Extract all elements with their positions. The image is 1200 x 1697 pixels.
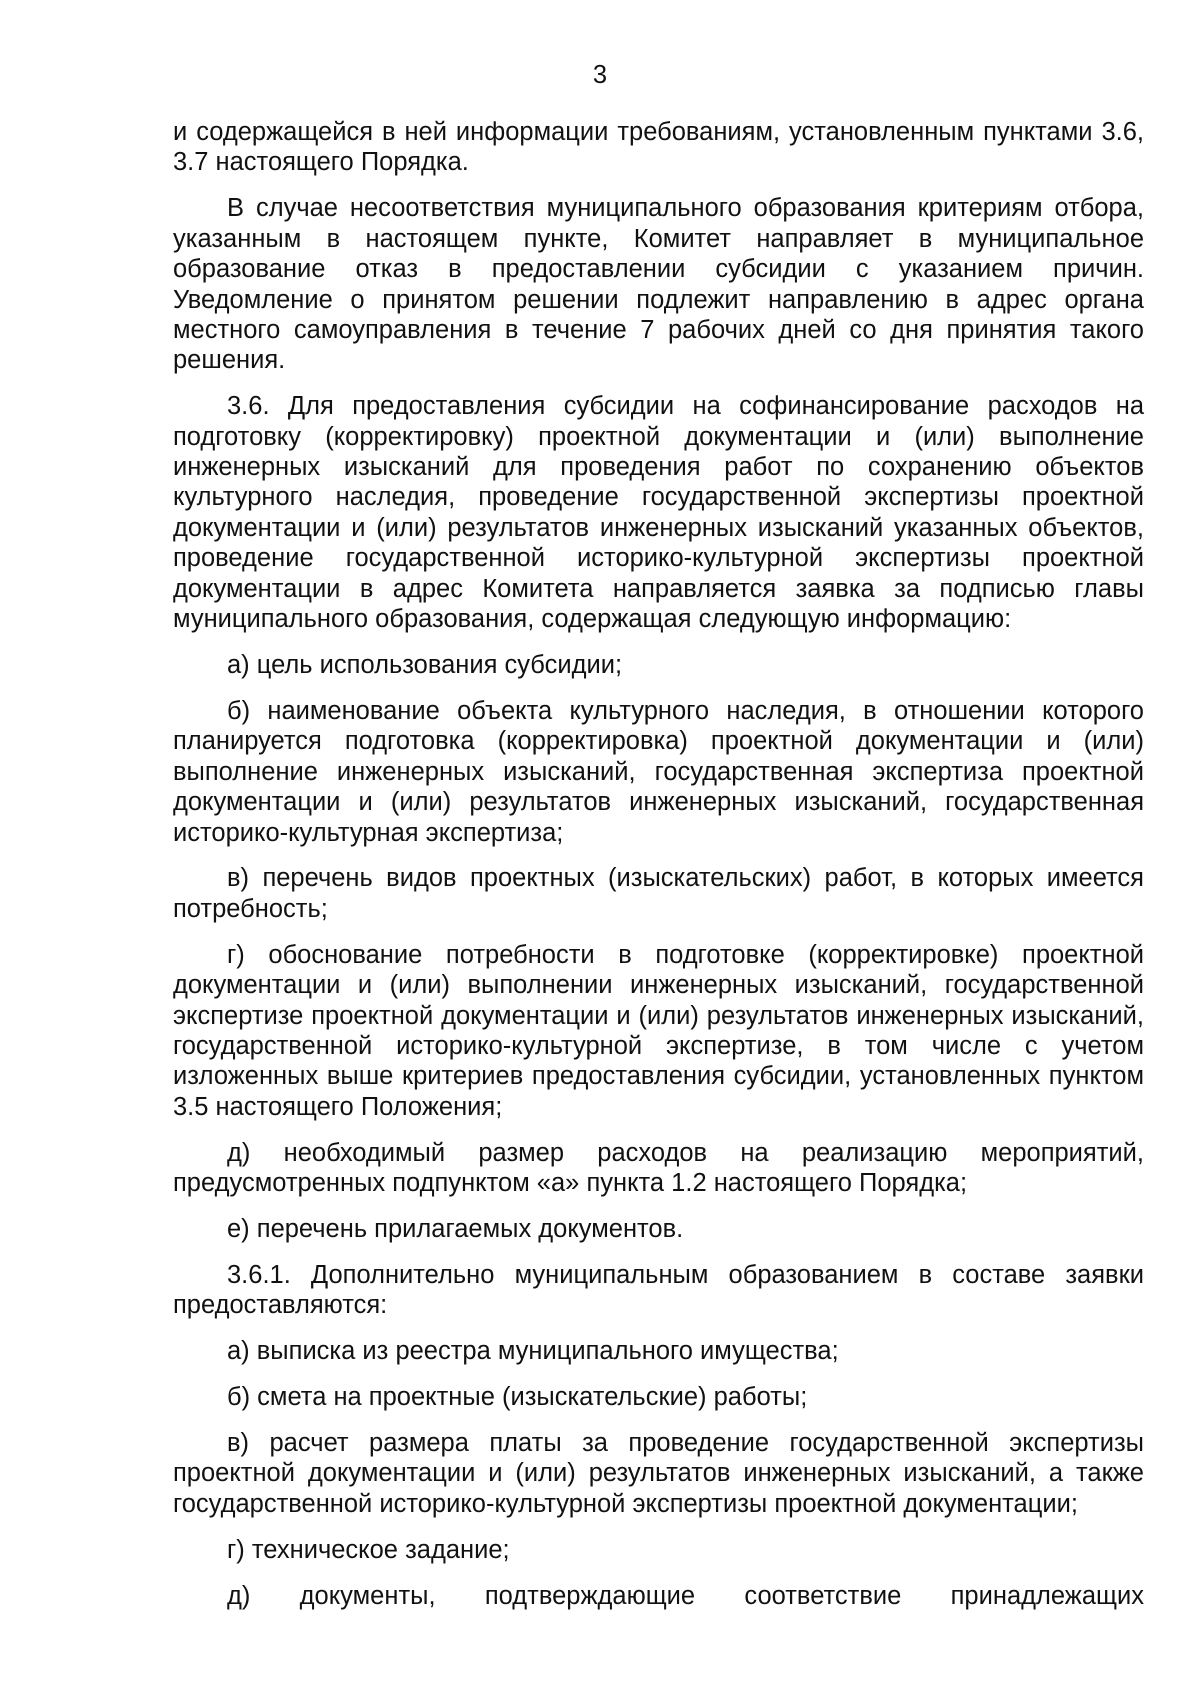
- list-item-v: в) перечень видов проектных (изыскательских) работ, в которых имеется потребность;: [173, 864, 1144, 923]
- list-item-g-2: г) техническое задание;: [227, 1535, 510, 1564]
- paragraph-rejection-notice: В случае несоответствия муниципального образования критериям отбора, указанным в настоящем пункте, Комитет направляет в муниципальное образование отказ в предоставлении субсидии с указанием причин. Уведомление о принятом решении подлежит направлению в адрес органа местного самоуправления в течение 7 рабочих дней со дня принятия такого решения.: [173, 194, 1144, 375]
- list-item-b: б) наименование объекта культурного наследия, в отношении которого планируется подготовка (корректировка) проектной документации и (или) выполнение инженерных изысканий, государственная экспертиза проектной документации и (или) результатов инженерных изысканий, государственная историко-культурная экспертиза;: [173, 696, 1144, 847]
- list-item-d-2: д) документы, подтверждающие соответствие принадлежащих: [227, 1581, 1144, 1610]
- list-item-a: а) цель использования субсидии;: [227, 651, 623, 679]
- paragraph-continuation: и содержащейся в ней информации требованиям, установленным пунктами 3.6, 3.7 настоящего Порядка.: [173, 118, 1144, 177]
- document-body: [173, 117, 1144, 1627]
- page-number: 3: [592, 61, 608, 89]
- paragraph-3-6: 3.6. Для предоставления субсидии на софинансирование расходов на подготовку (корректировку) проектной документации и (или) выполнение инженерных изысканий для проведения работ по сохранению объектов культурного наследия, проведение государственной экспертизы проектной документации и (или) результатов инженерных изысканий указанных объектов, проведение государственной историко-культурной экспертизы проектной документации в адрес Комитета направляется заявка за подписью главы муниципального образования, содержащая следующую информацию:: [173, 392, 1144, 634]
- list-item-g: г) обоснование потребности в подготовке (корректировке) проектной документации и (или) выполнении инженерных изысканий, государственной экспертизе проектной документации и (или) результатов инженерных изысканий, государственной историко-культурной экспертизе, в том числе с учетом изложенных выше критериев предоставления субсидии, установленных пунктом 3.5 настоящего Положения;: [173, 940, 1144, 1121]
- list-item-e: е) перечень прилагаемых документов.: [227, 1215, 684, 1243]
- list-item-a-2: а) выписка из реестра муниципального имущества;: [227, 1337, 839, 1366]
- list-item-d: д) необходимый размер расходов на реализацию мероприятий, предусмотренных подпунктом «а» пункта 1.2 настоящего Порядка;: [173, 1138, 1144, 1198]
- paragraph-3-6-1: 3.6.1. Дополнительно муниципальным образованием в составе заявки предоставляются:: [173, 1260, 1144, 1320]
- list-item-b-2: б) смета на проектные (изыскательские) работы;: [227, 1383, 808, 1412]
- list-item-v-2: в) расчет размера платы за проведение государственной экспертизы проектной документации и (или) результатов инженерных изысканий, а также государственной историко-культурной экспертизы проектной документации;: [173, 1429, 1144, 1518]
